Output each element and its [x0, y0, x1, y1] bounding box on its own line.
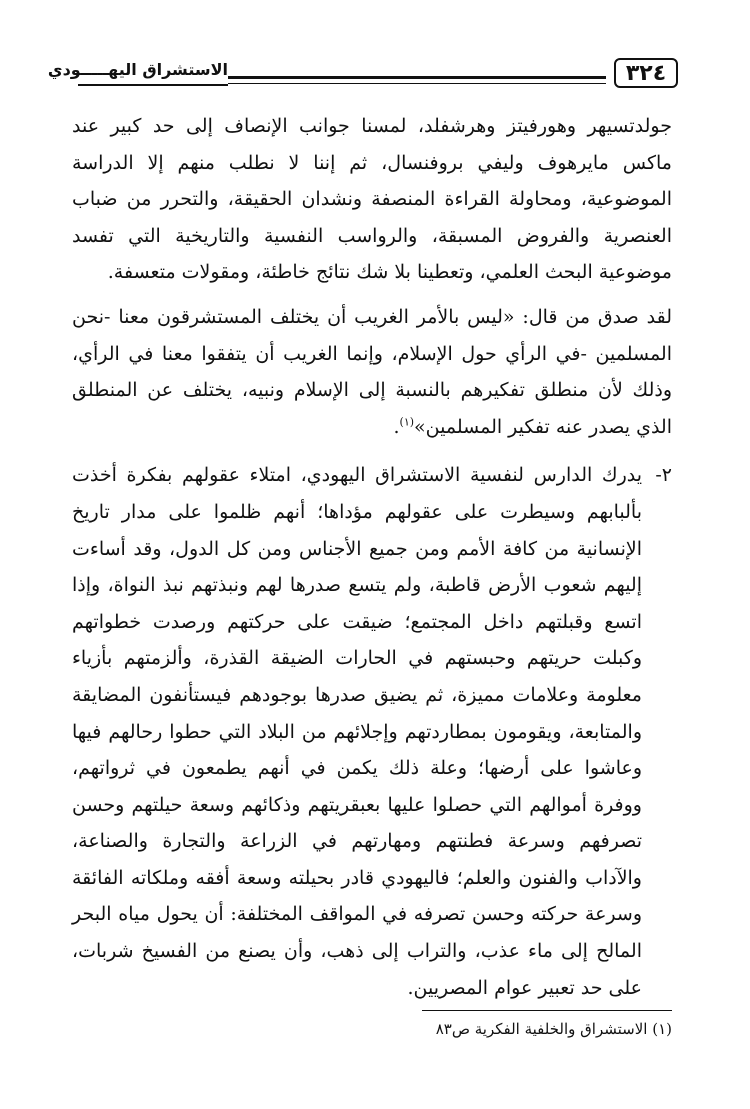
paragraph-2-end: . [393, 415, 400, 438]
footnote-reference: (١) [399, 415, 415, 429]
paragraph-3 [72, 457, 672, 1006]
footnote: (١) الاستشراق والخلفية الفكرية ص٨٣ [435, 1020, 672, 1038]
running-title-underline [78, 84, 228, 86]
paragraph-2 [72, 299, 672, 445]
page-header [47, 58, 678, 92]
paragraph-2-text: لقد صدق من قال: «ليس بالأمر الغريب أن يختلف المستشرقون معنا -نحن المسلمين -في الرأي حول الإسلام، وإنما الغريب أن يتفقوا معنا في الرأي، وذلك لأن منطلق تفكيرهم بالنسبة إلى الإسلام ونبيه، يختلف عن المنطلق الذي يصدر عنه تفكير المسلمين» [72, 305, 672, 438]
header-rule [228, 76, 606, 88]
paragraph-3-text: يدرك الدارس لنفسية الاستشراق اليهودي، امتلاء عقولهم بفكرة أخذت بألبابهم وسيطرت على عقولهم مؤداها؛ أنهم ظلموا على مدار تاريخ الإنسانية من كافة الأمم ومن جميع الأجناس ومن كل الدول، وقد أساءت إليهم شعوب الأرض قاطبة، ولم يتسع صدرها لهم ونبذتهم نبذ النواة، وإذا اتسع وقبلتهم داخل المجتمع؛ ضيقت على حركتهم ورصدت خطواتهم وكبلت حريتهم وحبستهم في الحارات الضيقة القذرة، وألزمتهم بأزياء معلومة وعلامات مميزة، ثم يضيق صدرها بوجودهم فيستأنفون المضايقة والمتابعة، ويقومون بمطاردتهم وإجلائهم من البلاد التي حطوا رحالهم فيها وعاشوا على أرضها؛ وعلة ذلك يكمن في أنهم يطمعون في ثرواتهم، ووفرة أموالهم التي حصلوا عليها بعبقريتهم وذكائهم وسعة حيلتهم وحسن تصرفهم وسرعة فطنتهم ومهارتهم في الزراعة والتجارة والصناعة، والآداب والفنون والعلم؛ فاليهودي قادر بحيلته وسعة أفقه وملكاته الفائقة وسرعة حركته وحسن تصرفه في المواقف المختلفة: أن يحول مياه البحر المالح إلى ماء عذب، والتراب إلى ذهب، وأن يصنع من الفسيخ شربات، على حد تعبير عوام المصريين. [72, 464, 642, 999]
paragraph-3-number: ٢- [655, 464, 672, 487]
page-number: ٣٢٤ [614, 58, 678, 88]
body-text [72, 108, 672, 1006]
paragraph-1: جولدتسيهر وهورفيتز وهرشفلد، لمسنا جوانب الإنصاف إلى حد كبير عند ماكس مايرهوف وليفي بروفنسال، ثم إننا لا نطلب منهم إلا الدراسة الموضوعية، ومحاولة القراءة المنصفة ونشدان الحقيقة، والتحرر من ضباب العنصرية والفروض المسبقة، والرواسب النفسية والتاريخية التي تفسد موضوعية البحث العلمي، وتعطينا بلا شك نتائج خاطئة، ومقولات متعسفة. [72, 115, 672, 284]
footnote-separator [422, 1010, 672, 1011]
running-title: الاستشراق اليهـــــودي [47, 60, 228, 79]
